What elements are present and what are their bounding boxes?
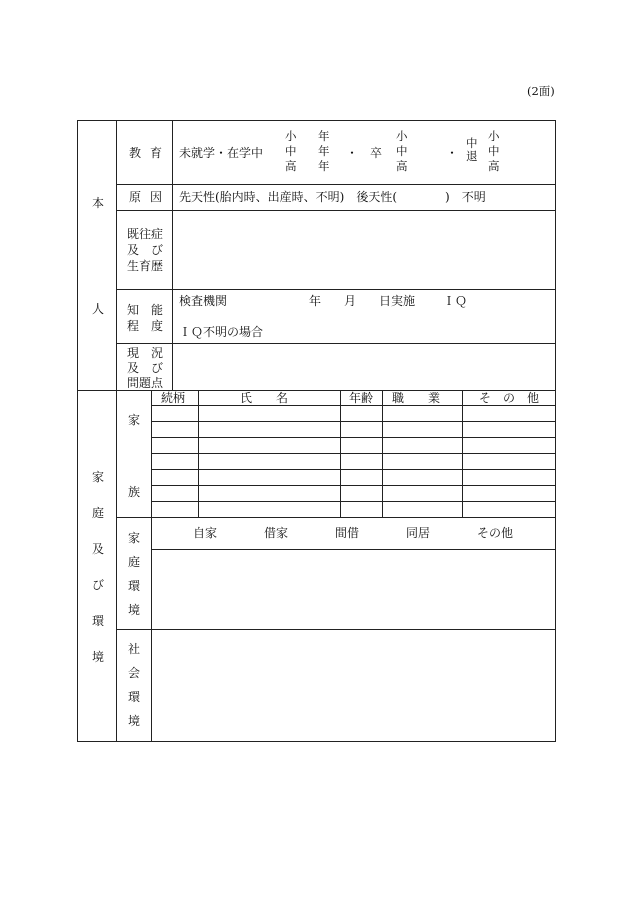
history-label-3: 生育歴 bbox=[127, 259, 164, 273]
iq-unknown: ＩＱ不明の場合 bbox=[179, 325, 264, 339]
grad-school-elementary: 小 bbox=[396, 129, 408, 143]
section-label-honnin-2: 人 bbox=[92, 302, 105, 316]
history-label-2: 及 び bbox=[127, 243, 164, 257]
section-label-katei-2: 庭 bbox=[92, 506, 105, 520]
iq-label: ＩＱ bbox=[443, 294, 468, 308]
family-label-2: 族 bbox=[128, 485, 141, 499]
section-label-katei-5: 環 bbox=[92, 614, 105, 628]
current-label-3: 問題点 bbox=[127, 376, 164, 390]
social-label-4: 境 bbox=[128, 714, 141, 728]
test-day: 日実施 bbox=[379, 294, 416, 308]
home-option-rent: 借家 bbox=[264, 526, 289, 540]
home-option-other: その他 bbox=[477, 526, 514, 540]
grade-year-3: 年 bbox=[318, 159, 330, 173]
education-dot-2: ・ bbox=[446, 146, 459, 160]
grad-school-high: 高 bbox=[396, 159, 408, 173]
section-label-katei-1: 家 bbox=[92, 470, 105, 484]
education-graduated: 卒 bbox=[370, 146, 383, 160]
drop-school-high: 高 bbox=[488, 159, 500, 173]
home-option-cohabit: 同居 bbox=[406, 526, 431, 540]
history-label-1: 既往症 bbox=[127, 227, 164, 241]
family-header-job: 職 業 bbox=[392, 391, 441, 405]
home-option-room: 間借 bbox=[335, 526, 360, 540]
current-label-2: 及 び bbox=[127, 361, 164, 375]
dropout-char-1: 中 bbox=[466, 136, 478, 150]
drop-school-elementary: 小 bbox=[488, 129, 500, 143]
family-header-other: そ の 他 bbox=[479, 391, 540, 405]
cause-label-2: 因 bbox=[150, 190, 163, 204]
section-label-katei-4: び bbox=[92, 578, 105, 592]
home-label-2: 庭 bbox=[128, 555, 141, 569]
home-option-own: 自家 bbox=[193, 526, 218, 540]
education-label-1: 教 bbox=[129, 146, 142, 160]
education-label-2: 育 bbox=[150, 146, 163, 160]
education-dot-1: ・ bbox=[346, 146, 359, 160]
social-label-1: 社 bbox=[128, 642, 141, 656]
section-label-katei-3: 及 bbox=[92, 542, 105, 556]
home-label-3: 環 bbox=[128, 579, 141, 593]
education-status: 未就学・在学中 bbox=[179, 146, 264, 160]
grade-school-elementary: 小 bbox=[285, 129, 297, 143]
drop-school-junior: 中 bbox=[488, 144, 500, 158]
family-label-1: 家 bbox=[128, 413, 141, 427]
grade-school-junior: 中 bbox=[285, 144, 297, 158]
family-header-age: 年齢 bbox=[349, 391, 374, 405]
home-label-4: 境 bbox=[128, 603, 141, 617]
social-label-3: 環 bbox=[128, 690, 141, 704]
current-label-1: 現 況 bbox=[127, 346, 164, 360]
grade-year-1: 年 bbox=[318, 129, 330, 143]
cause-label-1: 原 bbox=[129, 190, 142, 204]
grade-school-high: 高 bbox=[285, 159, 297, 173]
cause-value: 先天性(胎内時、出産時、不明) 後天性( ) 不明 bbox=[179, 190, 486, 204]
grad-school-junior: 中 bbox=[396, 144, 408, 158]
intelligence-label-2: 程 度 bbox=[127, 319, 164, 333]
test-institution: 検査機関 bbox=[179, 294, 228, 308]
social-label-2: 会 bbox=[128, 666, 141, 680]
family-header-name: 氏 名 bbox=[240, 391, 289, 405]
family-header-relation: 続柄 bbox=[161, 391, 186, 405]
home-label-1: 家 bbox=[128, 531, 141, 545]
test-month: 月 bbox=[344, 294, 357, 308]
grade-year-2: 年 bbox=[318, 144, 330, 158]
section-label-katei-6: 境 bbox=[92, 650, 105, 664]
dropout-char-2: 退 bbox=[466, 149, 478, 163]
page-number: (2面) bbox=[527, 84, 555, 98]
section-label-honnin-1: 本 bbox=[92, 196, 105, 210]
intelligence-label-1: 知 能 bbox=[127, 303, 164, 317]
test-year: 年 bbox=[309, 294, 322, 308]
